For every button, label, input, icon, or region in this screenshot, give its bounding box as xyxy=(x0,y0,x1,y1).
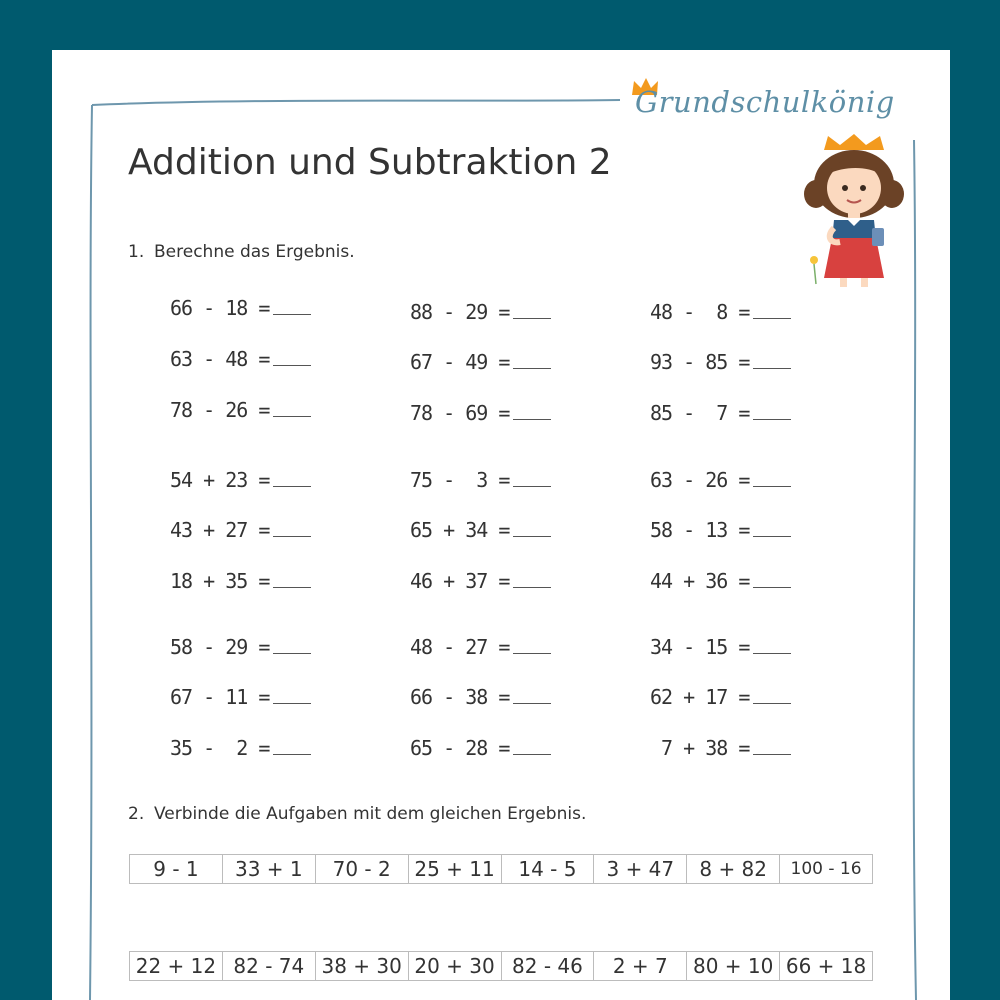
match-cell[interactable]: 33 + 1 xyxy=(223,855,316,883)
exercise: 58 - 13 = xyxy=(650,518,791,542)
answer-blank[interactable] xyxy=(273,569,311,588)
exercise: 78 - 26 = xyxy=(170,398,311,422)
match-cell[interactable]: 100 - 16 xyxy=(790,859,862,879)
answer-blank[interactable] xyxy=(513,569,551,588)
exercise: 85 - 7 = xyxy=(650,401,791,425)
task-2-instruction: Verbinde die Aufgaben mit dem gleichen Ergebnis. xyxy=(154,804,587,824)
answer-blank[interactable] xyxy=(753,518,791,537)
exercise: 63 - 26 = xyxy=(650,468,791,492)
exercise: 46 + 37 = xyxy=(410,569,551,593)
task-1-instruction: Berechne das Ergebnis. xyxy=(154,242,355,262)
answer-blank[interactable] xyxy=(513,300,551,319)
exercise: 54 + 23 = xyxy=(170,468,311,492)
exercise: 63 - 48 = xyxy=(170,347,311,371)
exercise: 65 + 34 = xyxy=(410,518,551,542)
answer-blank[interactable] xyxy=(513,468,551,487)
answer-blank[interactable] xyxy=(273,518,311,537)
answer-blank[interactable] xyxy=(273,685,311,704)
match-cell[interactable]: 82 - 46 xyxy=(502,952,595,980)
task-2-heading xyxy=(128,804,586,824)
exercise: 66 - 38 = xyxy=(410,685,551,709)
exercise: 67 - 49 = xyxy=(410,350,551,374)
answer-blank[interactable] xyxy=(753,401,791,420)
exercise: 93 - 85 = xyxy=(650,350,791,374)
exercise: 18 + 35 = xyxy=(170,569,311,593)
match-cell[interactable]: 3 + 47 xyxy=(594,855,687,883)
exercise: 78 - 69 = xyxy=(410,401,551,425)
answer-blank[interactable] xyxy=(513,518,551,537)
answer-blank[interactable] xyxy=(273,736,311,755)
answer-blank[interactable] xyxy=(513,736,551,755)
match-cell[interactable]: 8 + 82 xyxy=(687,855,780,883)
worksheet-page xyxy=(52,50,950,1000)
task-2-number: 2. xyxy=(128,804,145,824)
answer-blank[interactable] xyxy=(513,635,551,654)
answer-blank[interactable] xyxy=(753,635,791,654)
match-cell[interactable]: 22 + 12 xyxy=(130,952,223,980)
task-1-heading xyxy=(128,242,355,262)
brand-name: Grundschulkönig xyxy=(635,85,895,119)
answer-blank[interactable] xyxy=(273,635,311,654)
exercise: 44 + 36 = xyxy=(650,569,791,593)
brand-logo xyxy=(630,77,930,127)
exercise: 48 - 8 = xyxy=(650,300,791,324)
page-title: Addition und Subtraktion 2 xyxy=(128,142,612,183)
match-cell[interactable]: 2 + 7 xyxy=(594,952,687,980)
answer-blank[interactable] xyxy=(513,401,551,420)
exercise: 67 - 11 = xyxy=(170,685,311,709)
match-cell[interactable]: 82 - 74 xyxy=(223,952,316,980)
answer-blank[interactable] xyxy=(753,300,791,319)
answer-blank[interactable] xyxy=(273,468,311,487)
exercise: 34 - 15 = xyxy=(650,635,791,659)
match-cell[interactable]: 9 - 1 xyxy=(130,855,223,883)
answer-blank[interactable] xyxy=(753,468,791,487)
match-cell[interactable]: 14 - 5 xyxy=(502,855,595,883)
match-cell[interactable]: 80 + 10 xyxy=(687,952,780,980)
match-row-bottom xyxy=(129,951,873,981)
answer-blank[interactable] xyxy=(513,350,551,369)
task-1-number: 1. xyxy=(128,242,145,262)
answer-blank[interactable] xyxy=(753,569,791,588)
match-cell[interactable]: 70 - 2 xyxy=(316,855,409,883)
match-cell[interactable]: 66 + 18 xyxy=(785,954,867,978)
exercise: 65 - 28 = xyxy=(410,736,551,760)
exercise: 75 - 3 = xyxy=(410,468,551,492)
answer-blank[interactable] xyxy=(753,736,791,755)
exercise: 35 - 2 = xyxy=(170,736,311,760)
exercise: 58 - 29 = xyxy=(170,635,311,659)
answer-blank[interactable] xyxy=(273,398,311,417)
exercise: 43 + 27 = xyxy=(170,518,311,542)
princess-illustration-icon xyxy=(804,132,908,290)
answer-blank[interactable] xyxy=(753,350,791,369)
exercise: 66 - 18 = xyxy=(170,296,311,320)
match-cell[interactable]: 38 + 30 xyxy=(316,952,409,980)
match-cell[interactable]: 25 + 11 xyxy=(409,855,502,883)
answer-blank[interactable] xyxy=(753,685,791,704)
exercise: 88 - 29 = xyxy=(410,300,551,324)
match-cell[interactable]: 20 + 30 xyxy=(409,952,502,980)
answer-blank[interactable] xyxy=(513,685,551,704)
match-row-top xyxy=(129,854,873,884)
answer-blank[interactable] xyxy=(273,347,311,366)
answer-blank[interactable] xyxy=(273,296,311,315)
exercise: 7 + 38 = xyxy=(650,736,791,760)
exercise: 48 - 27 = xyxy=(410,635,551,659)
exercise: 62 + 17 = xyxy=(650,685,791,709)
